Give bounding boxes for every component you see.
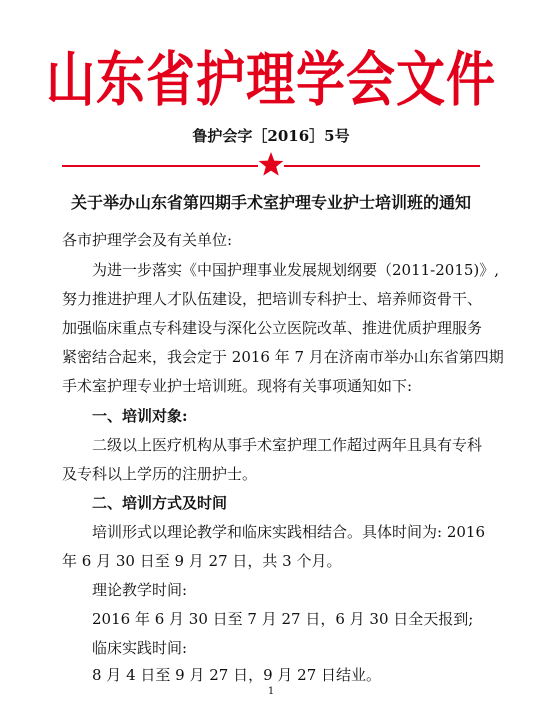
section2-line-6: 8 月 4 日至 9 月 27 日，9 月 27 日结业。 bbox=[92, 666, 382, 684]
intro-line-1: 为进一步落实《中国护理事业发展规划纲要（2011-2015)》, bbox=[92, 261, 500, 279]
section-heading-1: 一、培训对象: bbox=[92, 407, 188, 425]
section2-line-3: 理论教学时间: bbox=[92, 581, 188, 599]
header-divider-right bbox=[284, 165, 480, 167]
header-divider-left bbox=[62, 165, 258, 167]
notice-title: 关于举办山东省第四期手术室护理专业护士培训班的通知 bbox=[70, 193, 471, 212]
section2-line-4: 2016 年 6 月 30 日至 7 月 27 日，6 月 30 日全天报到; bbox=[92, 610, 474, 628]
section2-line-1: 培训形式以理论教学和临床实践相结合。具体时间为: 2016 bbox=[92, 523, 485, 541]
section2-line-2: 年 6 月 30 日至 9 月 27 日，共 3 个月。 bbox=[62, 552, 342, 570]
salutation: 各市护理学会及有关单位: bbox=[62, 231, 233, 249]
section-heading-2: 二、培训方式及时间 bbox=[92, 494, 228, 512]
intro-line-4: 紧密结合起来，我会定于 2016 年 7 月在济南市举办山东省第四期 bbox=[62, 348, 504, 366]
star-icon bbox=[258, 151, 284, 177]
section2-line-5: 临床实践时间: bbox=[92, 639, 188, 657]
intro-line-2: 努力推进护理人才队伍建设，把培训专科护士、培养师资骨干、 bbox=[62, 290, 483, 308]
section1-line-1: 二级以上医疗机构从事手术室护理工作超过两年且具有专科 bbox=[92, 436, 483, 454]
document-header-title: 山东省护理学会文件 bbox=[45, 46, 496, 115]
page-number: 1 bbox=[267, 686, 275, 697]
document-number: 鲁护会字［2016］5号 bbox=[192, 127, 350, 145]
intro-line-3: 加强临床重点专科建设与深化公立医院改革、推进优质护理服务 bbox=[62, 319, 483, 337]
intro-line-5: 手术室护理专业护士培训班。现将有关事项通知如下: bbox=[62, 377, 413, 395]
section1-line-2: 及专科以上学历的注册护士。 bbox=[62, 465, 258, 483]
